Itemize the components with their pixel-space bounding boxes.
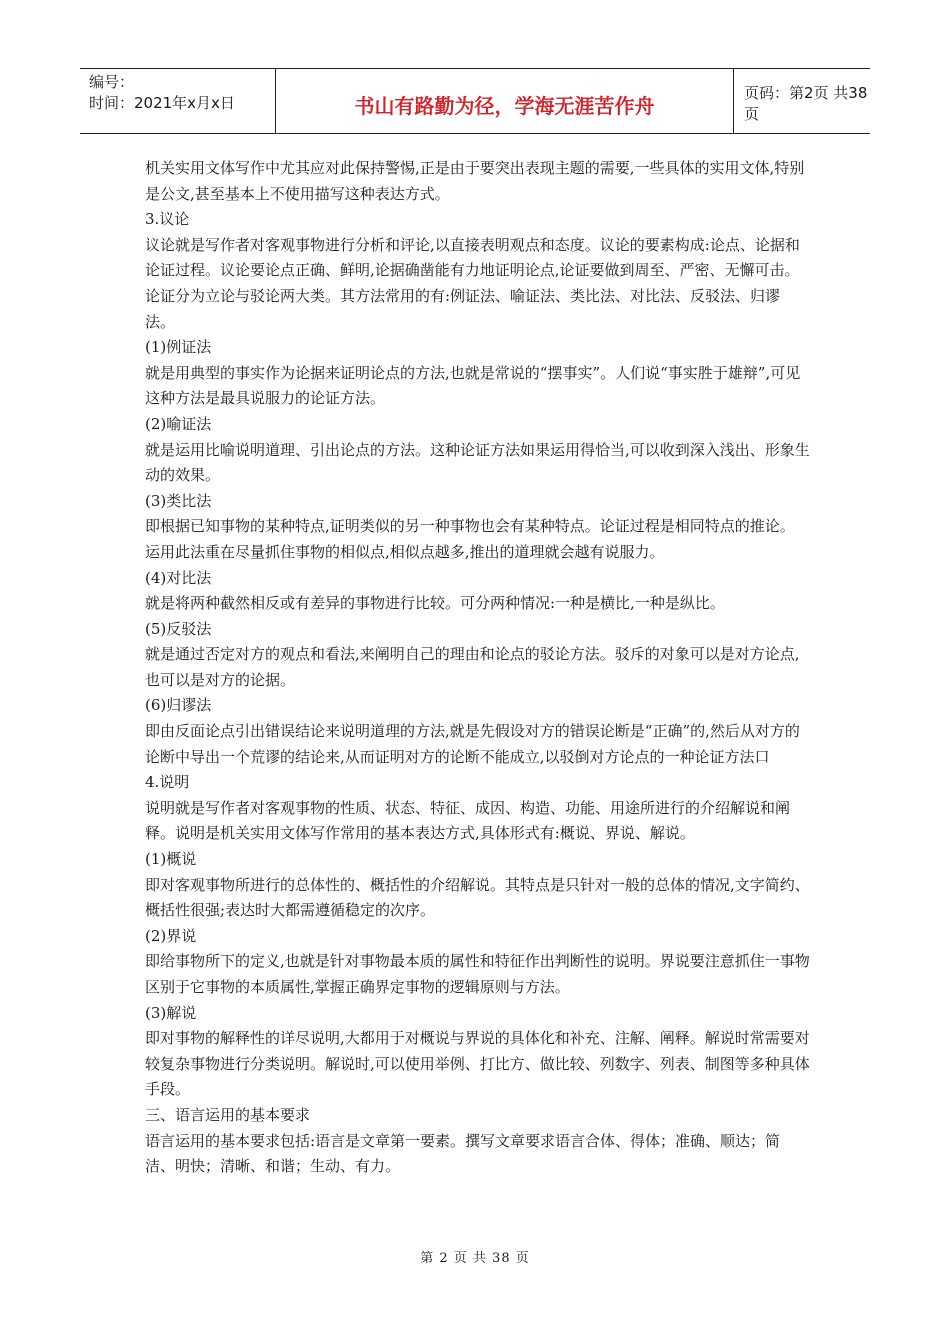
page-footer: 第 2 页 共 38 页 <box>420 1251 530 1266</box>
subsection-heading: (1)例证法 <box>145 338 212 357</box>
header-motto: 书山有路勤为径，学海无涯苦作舟 <box>276 69 734 133</box>
body-paragraph: 就是通过否定对方的观点和看法,来阐明自己的理由和论点的驳论方法。驳斥的对象可以是对方论点,也可以是对方的论据。 <box>145 645 800 689</box>
subsection-heading: (6)归谬法 <box>145 696 212 715</box>
body-paragraph: 机关实用文体写作中尤其应对此保持警惕,正是由于要突出表现主题的需要,一些具体的实用文体,特别是公文,甚至基本上不使用描写这种表达方式。 <box>145 159 805 203</box>
body-paragraph: 即对客观事物所进行的总体性的、概括性的介绍解说。其特点是只针对一般的总体的情况,文字简约、概括性很强;表达时大都需遵循稳定的次序。 <box>145 875 810 920</box>
document-code-label: 编号： <box>89 73 135 91</box>
body-paragraph: 即根据已知事物的某种特点,证明类似的另一种事物也会有某种特点。论证过程是相同特点的推论。 <box>145 517 795 536</box>
subsection-heading: (2)界说 <box>145 926 197 945</box>
body-paragraph: 就是运用比喻说明道理、引出论点的方法。这种论证方法如果运用得恰当,可以收到深入浅出、形象生动的效果。 <box>145 440 810 485</box>
body-paragraph: 即由反面论点引出错误结论来说明道理的方法,就是先假设对方的错误论断是“正确”的,然后从对方的论断中导出一个荒谬的结论来,从而证明对方的论断不能成立,以驳倒对方论点的一种论证方法口 <box>145 722 800 766</box>
body-paragraph: 即对事物的解释性的详尽说明,大都用于对概说与界说的具体化和补充、注解、阐释。解说时常需要对较复杂事物进行分类说明。解说时,可以使用举例、打比方、做比较、列数字、列表、制图等多种具体手段。 <box>145 1029 810 1099</box>
body-paragraph: 就是将两种截然相反或有差异的事物进行比较。可分两种情况:一种是横比,一种是纵比。 <box>145 594 725 613</box>
header-page-info: 页码：第2页 共38页 <box>744 84 868 123</box>
subsection-heading: (3)类比法 <box>145 491 212 510</box>
body-paragraph: 即给事物所下的定义,也就是针对事物最本质的属性和特征作出判断性的说明。界说要注意抓住一事物区别于它事物的本质属性,掌握正确界定事物的逻辑原则与方法。 <box>145 952 810 996</box>
subsection-heading: (4)对比法 <box>145 568 212 587</box>
body-paragraph: 语言运用的基本要求包括:语言是文章第一要素。撰写文章要求语言合体、得体；准确、顺达；简洁、明快；清晰、和谐；生动、有力。 <box>145 1131 781 1176</box>
section-heading: 三、语言运用的基本要求 <box>145 1105 311 1124</box>
body-paragraph: 议论就是写作者对客观事物进行分析和评论,以直接表明观点和态度。议论的要素构成:论点、论据和论证过程。议论要论点正确、鲜明,论据确凿能有力地证明论点,论证要做到周至、严密、无懈可击。论证分为立论与驳论两大类。其方法常用的有:例证法、喻证法、类比法、对比法、反驳法、归谬法。 <box>145 235 800 331</box>
document-date: 时间：2021年x月x日 <box>89 94 235 112</box>
page-header <box>80 68 870 134</box>
subsection-heading: (2)喻证法 <box>145 414 212 433</box>
body-paragraph: 就是用典型的事实作为论据来证明论点的方法,也就是常说的“摆事实”。人们说“事实胜于雄辩”,可见这种方法是最具说服力的论证方法。 <box>145 363 801 408</box>
document-body <box>145 156 810 1180</box>
body-paragraph: 运用此法重在尽量抓住事物的相似点,相似点越多,推出的道理就会越有说服力。 <box>145 542 665 561</box>
section-heading: 4.说明 <box>145 773 190 792</box>
section-heading: 3.议论 <box>145 210 190 229</box>
body-paragraph: 说明就是写作者对客观事物的性质、状态、特征、成因、构造、功能、用途所进行的介绍解说和阐释。说明是机关实用文体写作常用的基本表达方式,具体形式有:概说、界说、解说。 <box>145 798 791 843</box>
subsection-heading: (5)反驳法 <box>145 619 212 638</box>
subsection-heading: (1)概说 <box>145 850 197 869</box>
header-meta <box>80 69 276 133</box>
subsection-heading: (3)解说 <box>145 1003 197 1022</box>
